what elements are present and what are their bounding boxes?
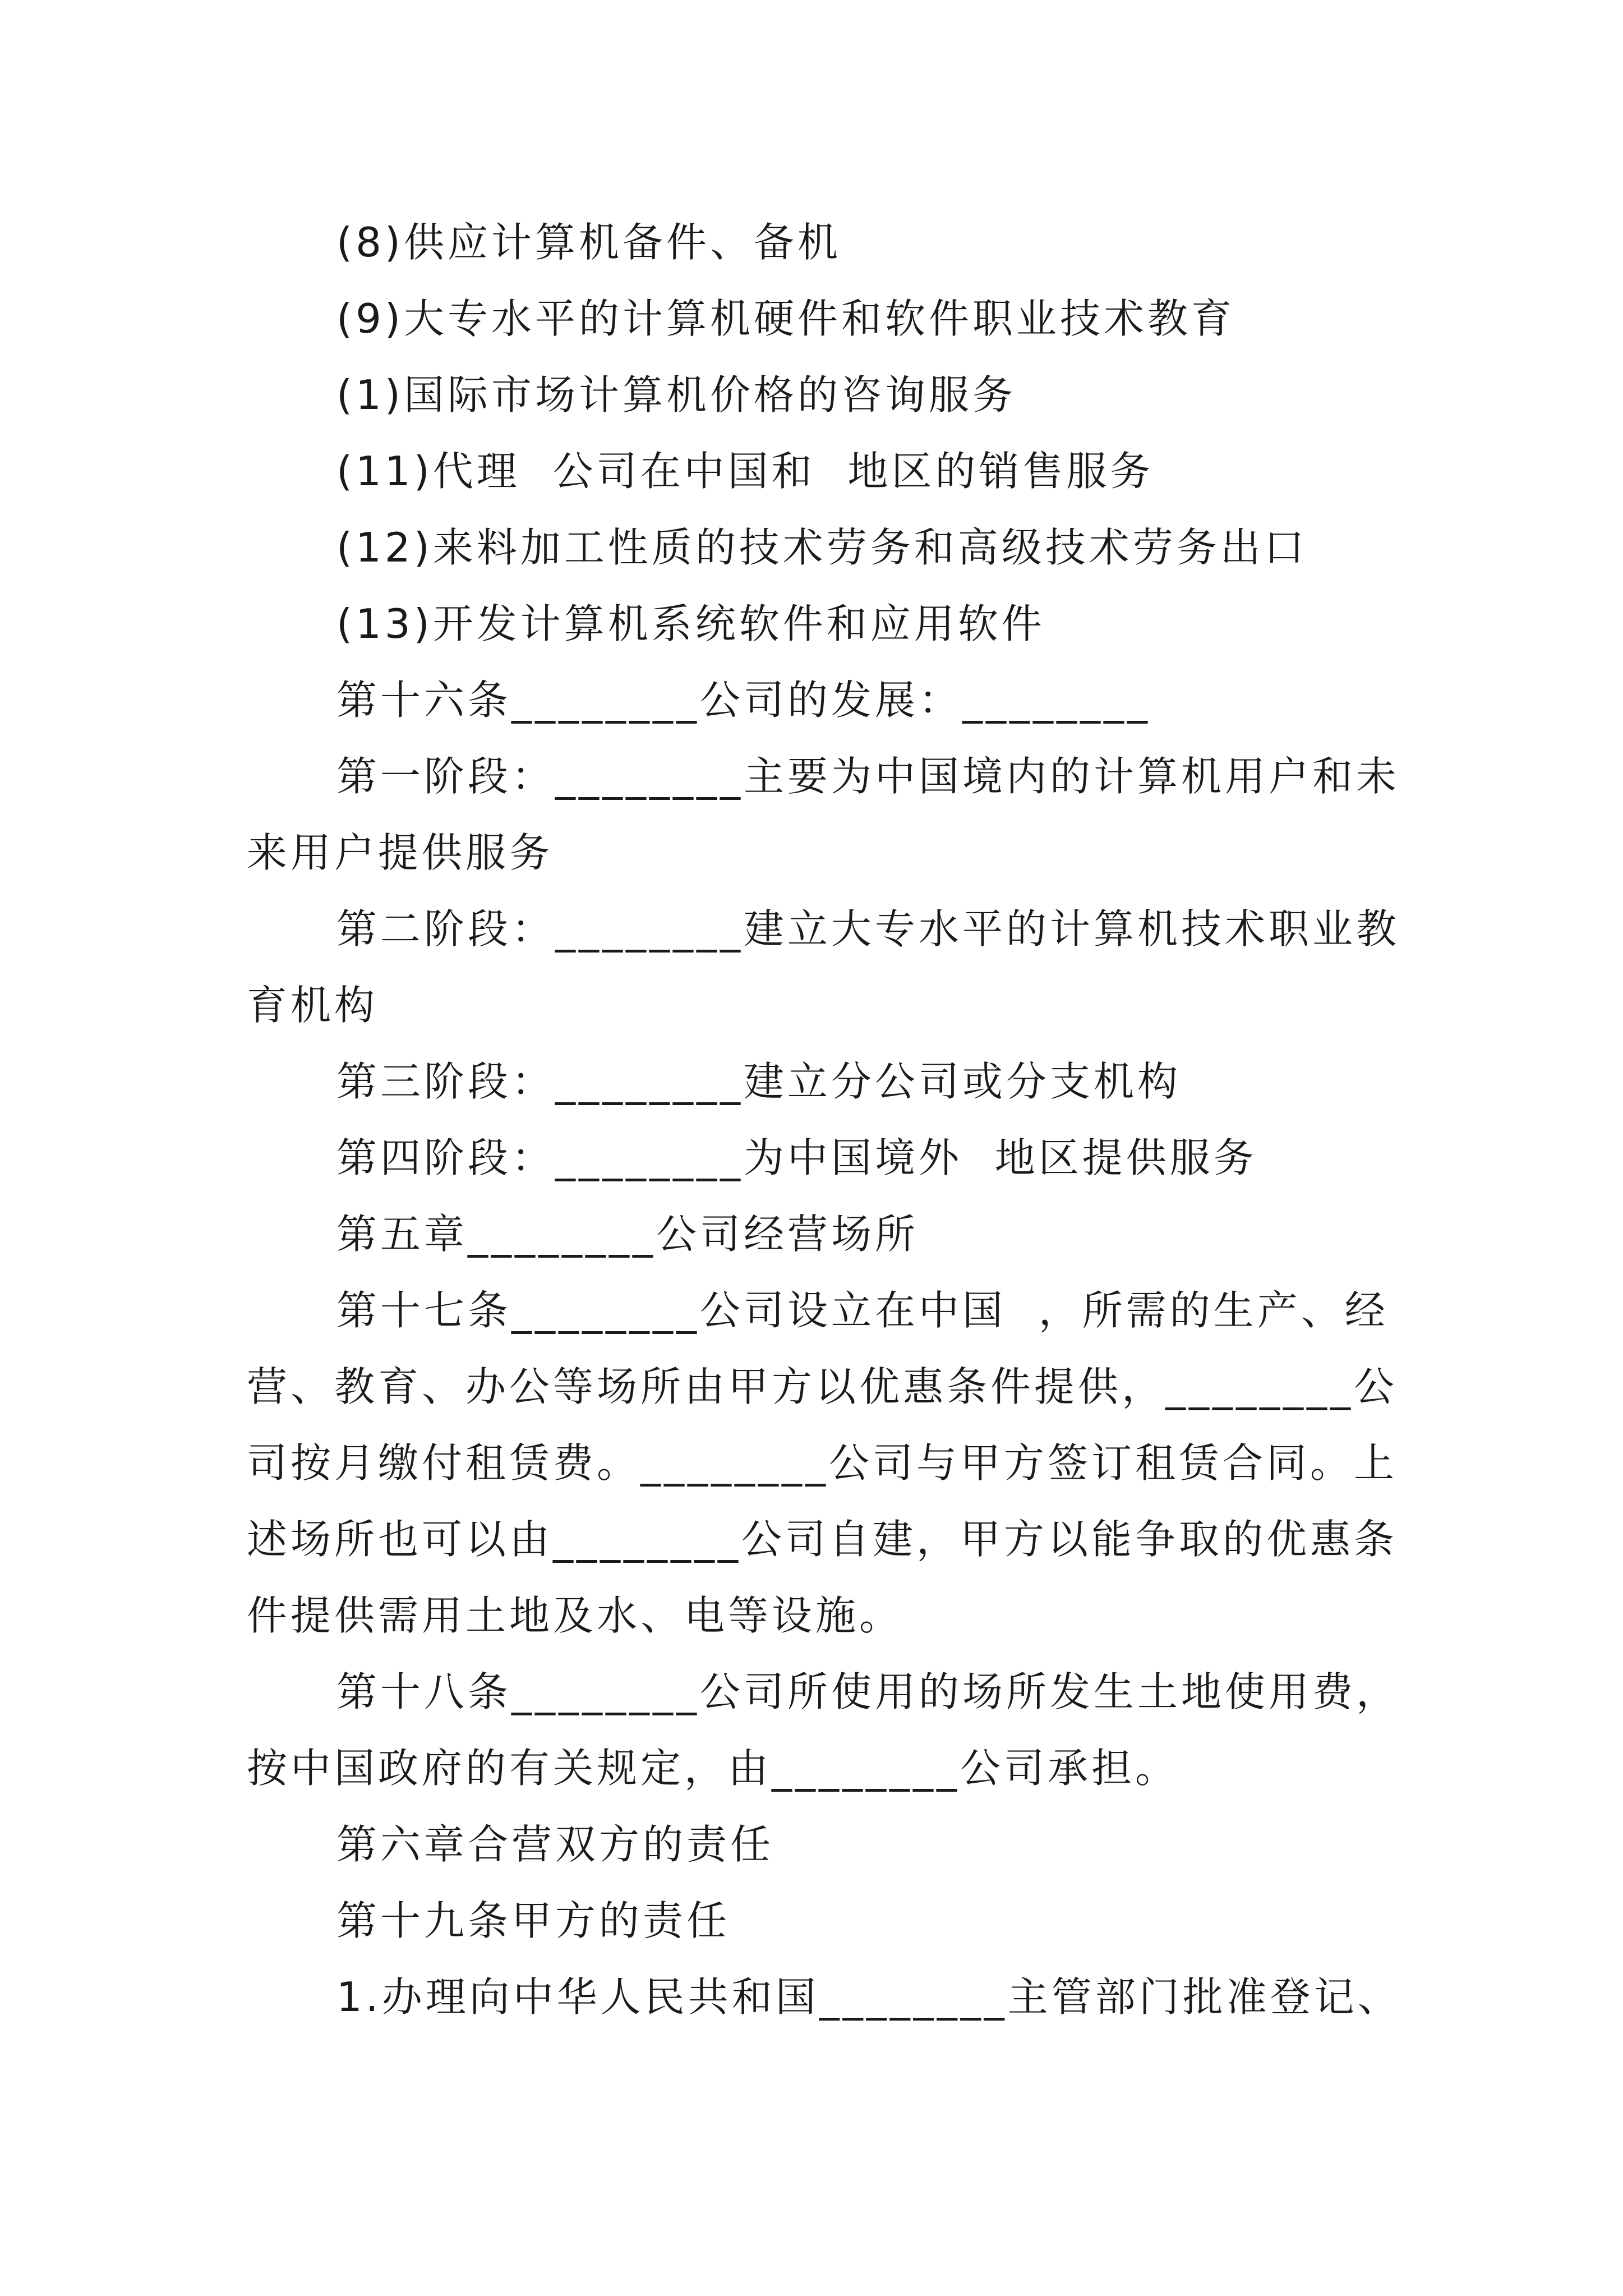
chapter-6-heading: 第六章合营双方的责任: [336, 1821, 774, 1868]
chapter-5-heading: 第五章________公司经营场所: [336, 1211, 919, 1258]
stage-1-line-2: 来用户提供服务: [247, 829, 554, 876]
article-19-item-1: 1.办理向中华人民共和国________主管部门批准登记、: [336, 1973, 1401, 2021]
list-item-9: (9)大专水平的计算机硬件和软件职业技术教育: [336, 295, 1235, 342]
list-item-1: (1)国际市场计算机价格的咨询服务: [336, 371, 1016, 418]
article-17-line-4: 述场所也可以由________公司自建，甲方以能争取的优惠条: [247, 1516, 1398, 1563]
stage-4: 第四阶段：________为中国境外 地区提供服务: [336, 1134, 1257, 1181]
stage-3: 第三阶段：________建立分公司或分支机构: [336, 1058, 1182, 1105]
article-16: 第十六条________公司的发展：________: [336, 677, 1151, 724]
article-17-line-3: 司按月缴付租赁费。________公司与甲方签订租赁合同。上: [247, 1439, 1398, 1487]
list-item-12: (12)来料加工性质的技术劳务和高级技术劳务出口: [336, 524, 1308, 571]
stage-1-line-1: 第一阶段：________主要为中国境内的计算机用户和未: [336, 753, 1400, 800]
list-item-13: (13)开发计算机系统软件和应用软件: [336, 600, 1045, 647]
article-17-line-5: 件提供需用土地及水、电等设施。: [247, 1592, 903, 1639]
article-17-line-2: 营、教育、办公等场所由甲方以优惠条件提供，________公: [247, 1363, 1398, 1410]
article-19-heading: 第十九条甲方的责任: [336, 1897, 731, 1944]
stage-2-line-1: 第二阶段：________建立大专水平的计算机技术职业教: [336, 905, 1400, 953]
list-item-8: (8)供应计算机备件、备机: [336, 219, 841, 266]
list-item-11: (11)代理 公司在中国和 地区的销售服务: [336, 448, 1154, 495]
article-18-line-1: 第十八条________公司所使用的场所发生土地使用费，: [336, 1668, 1400, 1715]
article-18-line-2: 按中国政府的有关规定，由________公司承担。: [247, 1745, 1179, 1792]
stage-2-line-2: 育机构: [247, 982, 379, 1029]
article-17-line-1: 第十七条________公司设立在中国 ，所需的生产、经: [336, 1287, 1389, 1334]
